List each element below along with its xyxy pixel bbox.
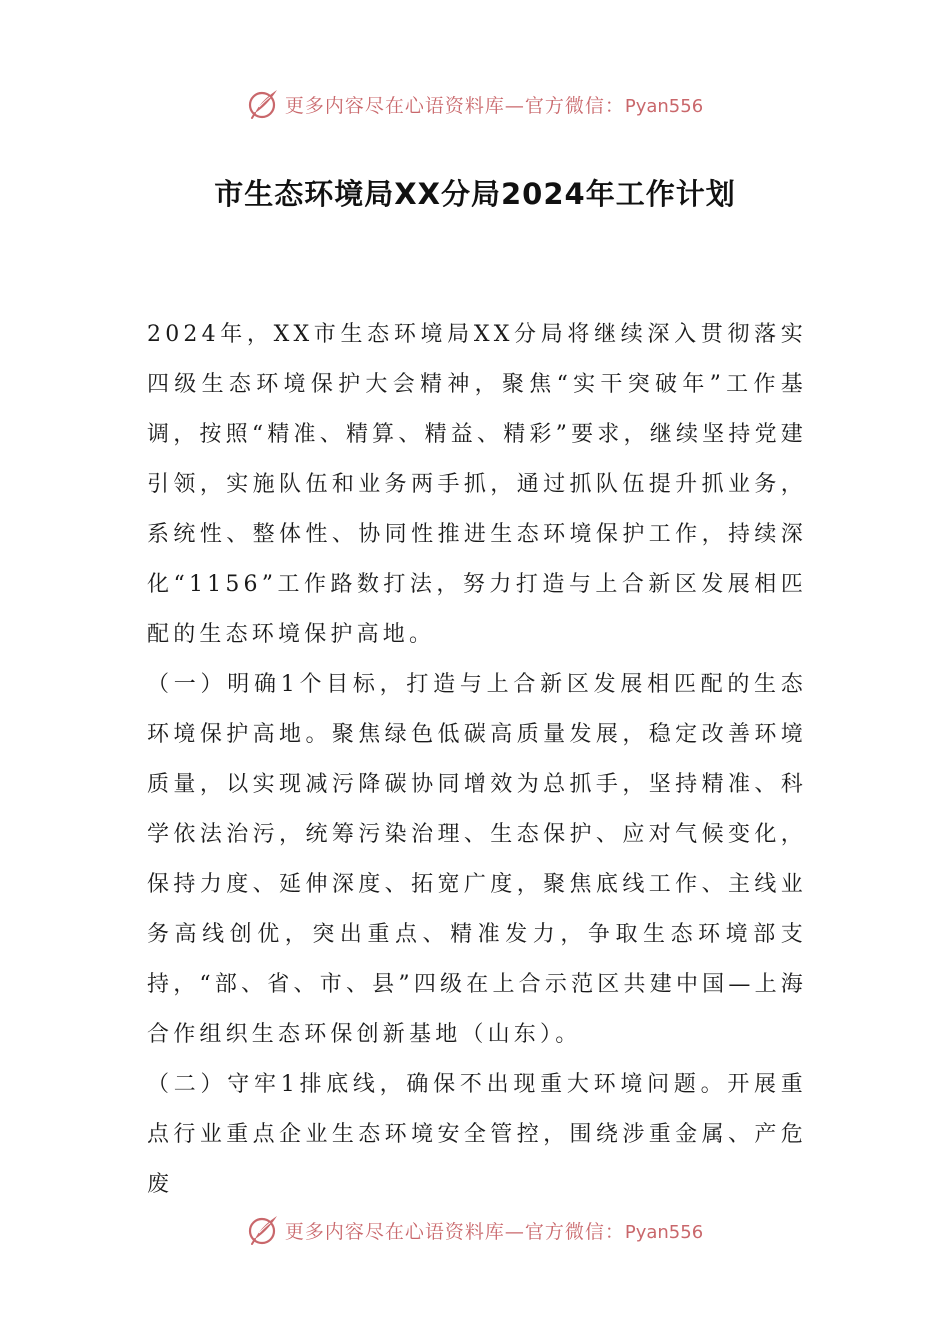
document-title: 市生态环境局XX分局2024年工作计划 [214,177,736,211]
quill-logo-icon [247,87,281,121]
paragraph-section-2: （二）守牢1排底线，确保不出现重大环境问题。开展重点行业重点企业生态环境安全管控，围绕涉重金属、产危废 [147,1072,807,1197]
watermark-banner-bottom [0,1212,950,1248]
paragraph-section-1: （一）明确1个目标，打造与上合新区发展相匹配的生态环境保护高地。聚焦绿色低碳高质量发展，稳定改善环境质量，以实现减污降碳协同增效为总抓手，坚持精准、科学依法治污，统筹污染治理、生态保护、应对气候变化，保持力度、延伸深度、拓宽广度，聚焦底线工作、主线业务高线创优，突出重点、精准发力，争取生态环境部支持，“部、省、市、县”四级在上合示范区共建中国—上海合作组织生态环保创新基地（山东）。 [147,672,807,1047]
watermark-text: 更多内容尽在心语资料库—官方微信：Pyan556 [284,1220,704,1243]
watermark-wechat-id: Pyan556 [624,95,704,117]
quill-logo-icon [247,1213,281,1247]
paragraph-intro: 2024年，XX市生态环境局XX分局将继续深入贯彻落实四级生态环境保护大会精神，聚焦“实干突破年”工作基调，按照“精准、精算、精益、精彩”要求，继续坚持党建引领，实施队伍和业务两手抓，通过抓队伍提升抓业务，系统性、整体性、协同性推进生态环境保护工作，持续深化“1156”工作路数打法，努力打造与上合新区发展相匹配的生态环境保护高地。 [147,322,807,647]
watermark-text: 更多内容尽在心语资料库—官方微信：Pyan556 [284,94,704,117]
watermark-wechat-id: Pyan556 [624,1221,704,1243]
document-body [147,310,807,1210]
watermark-banner-top [0,86,950,122]
